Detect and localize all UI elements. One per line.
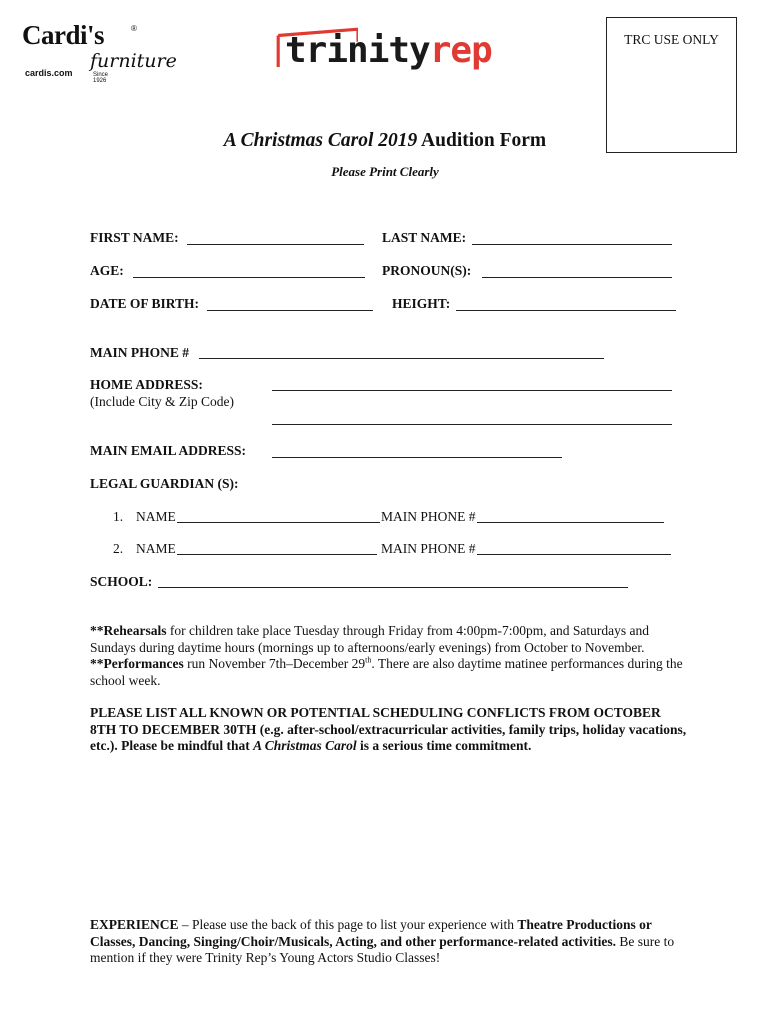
height-field[interactable]: [456, 310, 676, 311]
first-name-field[interactable]: [187, 244, 364, 245]
main-phone-label: MAIN PHONE #: [90, 345, 189, 360]
guardian-1-number: 1.: [113, 509, 124, 524]
performances-sup: th: [365, 655, 372, 665]
age-field[interactable]: [133, 277, 365, 278]
conflicts-text-italic: A Christmas Carol: [253, 738, 357, 753]
guardian-2-number: 2.: [113, 541, 124, 556]
rehearsal-info: [90, 623, 690, 689]
rep-word: rep: [429, 30, 492, 71]
rehearsals-label: **Rehearsals: [90, 623, 167, 638]
trinity-rep-wordmark: [285, 30, 492, 71]
cardis-logo-url: cardis.com: [25, 68, 73, 78]
legal-guardians-label: LEGAL GUARDIAN (S):: [90, 476, 239, 491]
last-name-label: LAST NAME:: [382, 230, 467, 245]
pronouns-label: PRONOUN(S):: [382, 263, 472, 278]
height-label: HEIGHT:: [392, 296, 451, 311]
cardis-logo-script: furniture: [90, 50, 177, 72]
conflicts-text-b: is a serious time commitment.: [356, 738, 532, 753]
experience-label: EXPERIENCE: [90, 917, 179, 932]
form-title-play: A Christmas Carol 2019: [223, 130, 418, 151]
guardian-1-name-label: NAME: [136, 509, 176, 524]
experience-instructions: [90, 917, 690, 967]
performances-text-a: run November 7th–December 29: [183, 656, 366, 671]
guardian-1-phone-field[interactable]: [477, 522, 664, 523]
experience-text-c: Be sure to mention if they were Trinity Rep’s Young Actors Studio Classes!: [90, 933, 675, 965]
guardian-2-name-label: NAME: [136, 541, 176, 556]
form-subtitle: Please Print Clearly: [331, 164, 439, 179]
guardian-1-phone-label: MAIN PHONE #: [381, 509, 476, 524]
main-phone-field[interactable]: [199, 358, 604, 359]
school-field[interactable]: [158, 587, 628, 588]
email-label: MAIN EMAIL ADDRESS:: [90, 443, 247, 458]
form-title-rest: Audition Form: [417, 130, 547, 151]
school-label: SCHOOL:: [90, 574, 153, 589]
experience-bold-text: Theatre Productions or Classes, Dancing, Singing/Choir/Musicals, Acting, and other performance-related activities.: [90, 917, 652, 949]
conflicts-writing-area[interactable]: [90, 770, 680, 900]
trinity-word: trinity: [285, 30, 430, 71]
experience-text-a: – Please use the back of this page to list your experience with: [178, 917, 518, 932]
dob-field[interactable]: [207, 310, 373, 311]
scheduling-conflicts-instructions: [90, 705, 690, 755]
form-title: [0, 130, 770, 152]
home-address-note: (Include City & Zip Code): [90, 394, 234, 409]
conflicts-text-a: PLEASE LIST ALL KNOWN OR POTENTIAL SCHEDULING CONFLICTS FROM OCTOBER 8TH TO DECEMBER 30TH (e.g. after-school/extracurricular activities, family trips, holiday vacations, etc.). Please be mindful that: [90, 705, 687, 753]
performances-label: **Performances: [90, 656, 184, 671]
guardian-2-phone-field[interactable]: [477, 554, 671, 555]
home-address-label: HOME ADDRESS:: [90, 377, 203, 392]
registered-mark: ®: [131, 24, 137, 33]
email-field[interactable]: [272, 457, 562, 458]
cardis-logo-since: Since 1926: [93, 72, 109, 84]
age-label: AGE:: [90, 263, 124, 278]
pronouns-field[interactable]: [482, 277, 672, 278]
trc-use-only-label: TRC USE ONLY: [624, 32, 719, 47]
guardian-1-name-field[interactable]: [177, 522, 380, 523]
first-name-label: FIRST NAME:: [90, 230, 179, 245]
rehearsals-text: for children take place Tuesday through Friday from 4:00pm-7:00pm, and Saturdays and Sundays during daytime hours (mornings up to afternoons/early evenings) from October to November.: [90, 623, 650, 655]
guardian-2-name-field[interactable]: [177, 554, 377, 555]
guardian-2-phone-label: MAIN PHONE #: [381, 541, 476, 556]
last-name-field[interactable]: [472, 244, 672, 245]
home-address-line-2[interactable]: [272, 424, 672, 425]
home-address-line-1[interactable]: [272, 390, 672, 391]
performances-text-b: . There are also daytime matinee performances during the school week.: [90, 656, 683, 688]
cardis-logo-name: Cardi's: [22, 20, 105, 50]
dob-label: DATE OF BIRTH:: [90, 296, 200, 311]
